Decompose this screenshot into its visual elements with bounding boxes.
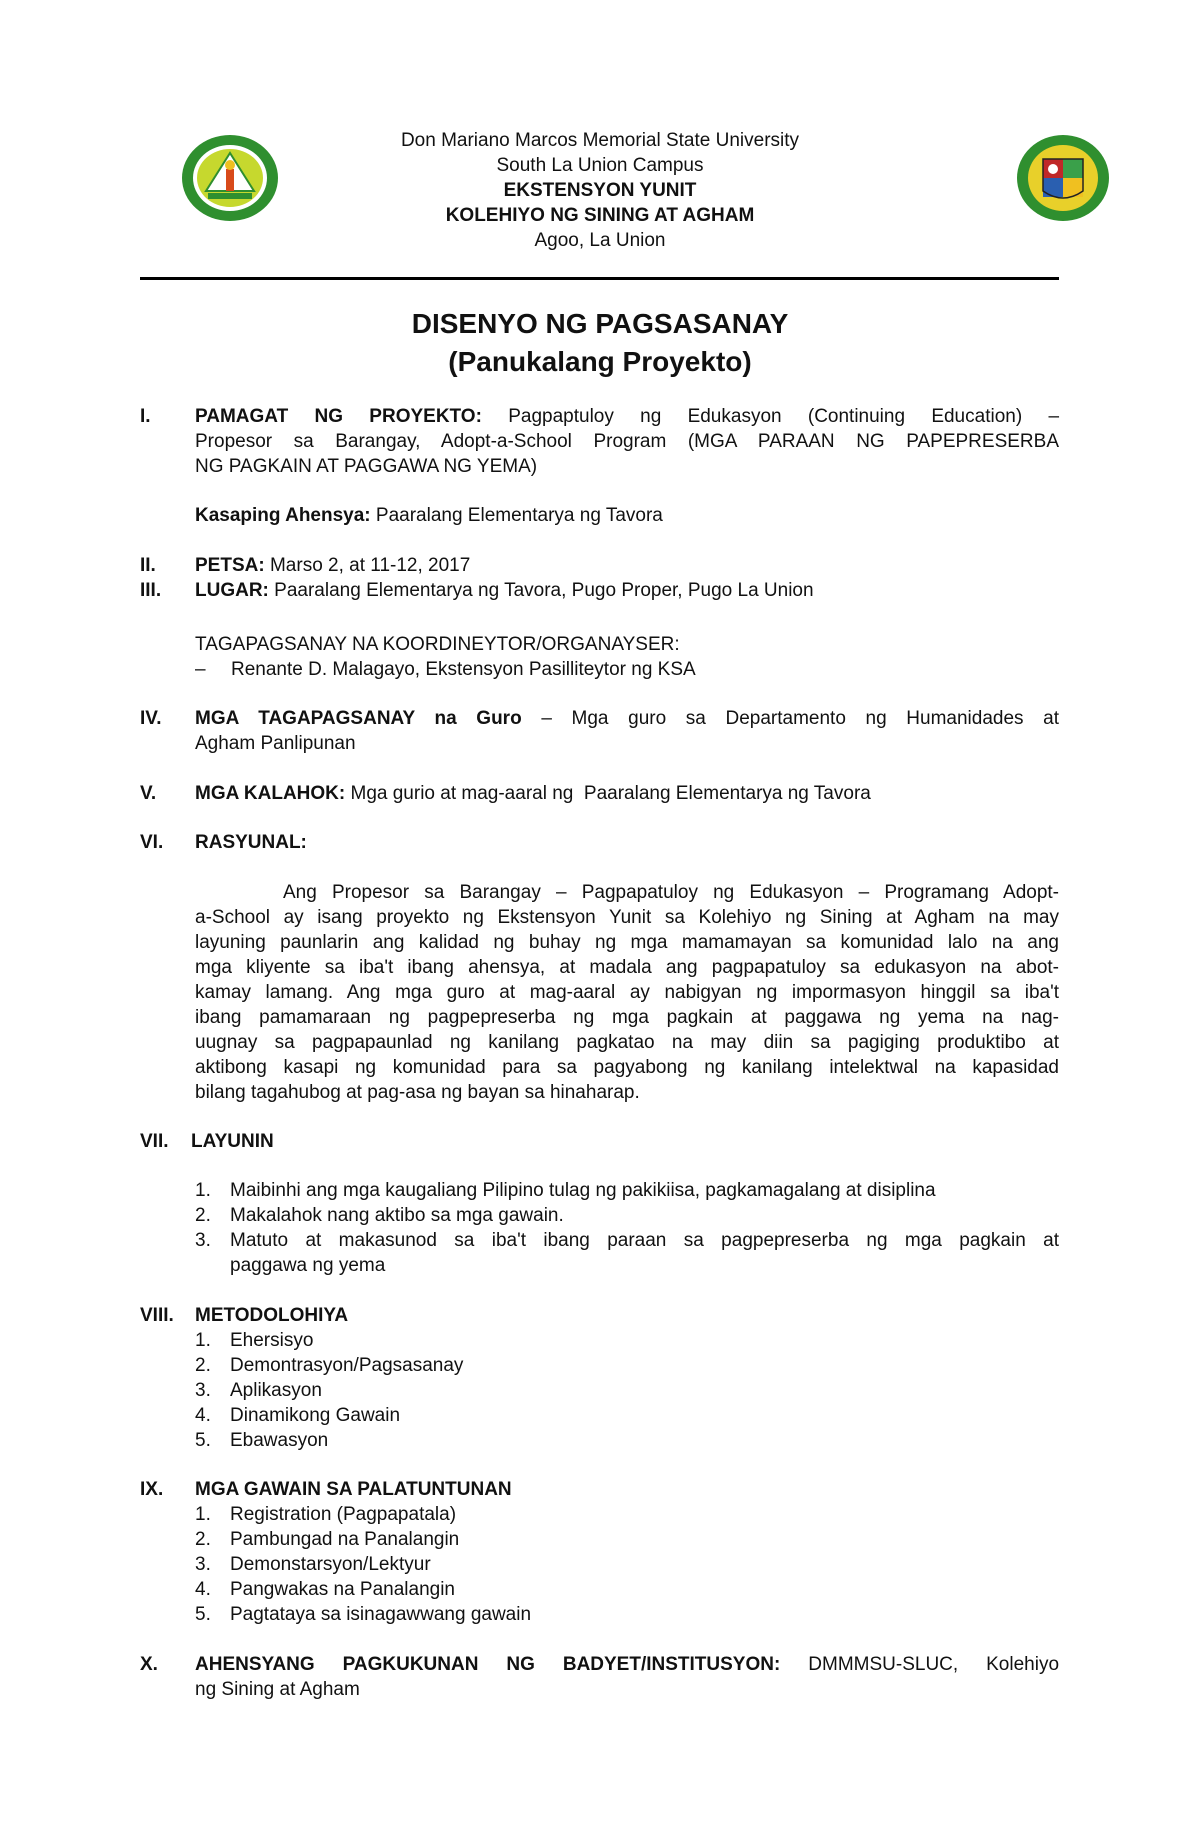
project-title-text: Pagpaptuloy ng Edukasyon (Continuing Education) – — [508, 406, 1060, 427]
list-item: Demonstarsyon/Lektyur — [230, 1554, 431, 1575]
methodology-label: METODOLOHIYA — [195, 1305, 349, 1326]
document-subtitle: (Panukalang Proyekto) — [448, 346, 752, 377]
participants-value: Mga gurio at mag-aaral ng Paaralang Elementarya ng Tavora — [350, 783, 871, 804]
list-item: Pangwakas na Panalangin — [230, 1579, 456, 1600]
list-item: Aplikasyon — [230, 1380, 322, 1401]
coordinator-line — [195, 657, 1059, 682]
section-number: VI. — [140, 832, 164, 853]
program-label: MGA GAWAIN SA PALATUNTUNAN — [195, 1479, 512, 1500]
list-number: 5. — [195, 1604, 211, 1625]
project-title-label: PAMAGAT NG PROYEKTO: — [195, 406, 482, 427]
list-item: Pambungad na Panalangin — [230, 1529, 460, 1550]
section-number: I. — [140, 406, 151, 427]
project-title-line: NG PAGKAIN AT PAGGAWA NG YEMA) — [195, 456, 538, 477]
list-number: 2. — [195, 1205, 211, 1226]
date-value: Marso 2, at 11-12, 2017 — [269, 555, 471, 576]
list-number: 3. — [195, 1554, 211, 1575]
rationale-line: uugnay sa pagpapaunlad ng kanilang pagkatao na may diin sa pagiging produktibo at — [195, 1032, 1059, 1053]
coordinator-value: Renante D. Malagayo, Ekstensyon Pasilliteytor ng KSA — [231, 659, 696, 680]
rationale-line: layuning paunlarin ang kalidad ng buhay ng mga mamamayan sa komunidad lalo na ang — [195, 932, 1059, 953]
budget-line — [195, 1652, 1059, 1677]
header-divider — [140, 277, 1059, 280]
project-title-line: Propesor sa Barangay, Adopt-a-School Program (MGA PARAAN NG PAPEPRESERBA — [195, 431, 1059, 452]
list-number: 5. — [195, 1430, 211, 1451]
place-line — [195, 578, 1059, 603]
section-number: V. — [140, 783, 157, 804]
list-number: 2. — [195, 1529, 211, 1550]
trainers-line — [195, 706, 1059, 731]
list-item: Ebawasyon — [230, 1430, 329, 1451]
list-item: Pagtataya sa isinagawwang gawain — [230, 1604, 532, 1625]
list-item: Maibinhi ang mga kaugaliang Pilipino tulag ng pakikiisa, pagkamagalang at disiplina — [230, 1180, 936, 1201]
budget-value: DMMMSU-SLUC, Kolehiyo — [808, 1654, 1060, 1675]
agency-line — [195, 503, 1059, 528]
list-item: Matuto at makasunod sa iba't ibang paraan sa pagpepreserba ng mga pagkain at — [230, 1230, 1059, 1251]
section-number: IV. — [140, 708, 162, 729]
participants-label: MGA KALAHOK: — [195, 783, 346, 804]
participants-line — [195, 781, 1059, 806]
list-item: Demontrasyon/Pagsasanay — [230, 1355, 464, 1376]
location: Agoo, La Union — [534, 230, 666, 251]
trainers-text: – Mga guro sa Departamento ng Humanidades at — [541, 708, 1059, 729]
list-number: 4. — [195, 1579, 211, 1600]
agency-label: Kasaping Ahensya: — [195, 505, 371, 526]
rationale-line: bilang tagahubog at pag-asa ng bayan sa hinaharap. — [195, 1082, 640, 1103]
objectives-label: LAYUNIN — [191, 1131, 274, 1152]
date-label: PETSA: — [195, 555, 265, 576]
university-name: Don Mariano Marcos Memorial State University — [400, 130, 800, 151]
coordinator-dash: – — [195, 659, 206, 680]
budget-line: ng Sining at Agham — [195, 1679, 360, 1700]
list-number: 1. — [195, 1330, 211, 1351]
section-number: IX. — [140, 1479, 164, 1500]
list-item: Makalahok nang aktibo sa mga gawain. — [230, 1205, 564, 1226]
project-title-line — [195, 404, 1059, 429]
section-number: VIII. — [140, 1305, 174, 1326]
coordinator-label: TAGAPAGSANAY NA KOORDINEYTOR/ORGANAYSER: — [195, 634, 680, 655]
list-number: 2. — [195, 1355, 211, 1376]
rationale-line: mga kliyente sa iba't ibang ahensya, at madala ang pagpapatuloy sa edukasyon na abot- — [195, 957, 1059, 978]
agency-value: Paaralang Elementarya ng Tavora — [375, 505, 663, 526]
section-number: II. — [140, 555, 156, 576]
budget-label: AHENSYANG PAGKUKUNAN NG BADYET/INSTITUSYON: — [195, 1654, 781, 1675]
place-label: LUGAR: — [195, 580, 269, 601]
list-number: 4. — [195, 1405, 211, 1426]
rationale-line: aktibong kasapi ng komunidad para sa pagyabong ng kanilang intelektwal na kapasidad — [195, 1057, 1059, 1078]
list-item-continuation: paggawa ng yema — [230, 1255, 386, 1276]
rationale-line: a-School ay isang proyekto ng Ekstensyon Yunit sa Kolehiyo ng Sining at Agham na may — [195, 907, 1059, 928]
document-title: DISENYO NG PAGSASANAY — [411, 308, 789, 339]
college-name: KOLEHIYO NG SINING AT AGHAM — [445, 205, 755, 226]
campus-name: South La Union Campus — [496, 155, 704, 176]
list-number: 3. — [195, 1380, 211, 1401]
trainers-label: MGA TAGAPAGSANAY na Guro — [195, 708, 522, 729]
list-item: Dinamikong Gawain — [230, 1405, 401, 1426]
list-item: Registration (Pagpapatala) — [230, 1504, 457, 1525]
section-number: III. — [140, 580, 162, 601]
place-value: Paaralang Elementarya ng Tavora, Pugo Proper, Pugo La Union — [274, 580, 814, 601]
rationale-line: kamay lamang. Ang mga guro at mag-aaral ay nabigyan ng impormasyon hinggil sa iba't — [195, 982, 1059, 1003]
list-number: 3. — [195, 1230, 211, 1251]
list-number: 1. — [195, 1504, 211, 1525]
list-item: Ehersisyo — [230, 1330, 314, 1351]
unit-name: EKSTENSYON YUNIT — [503, 180, 697, 201]
section-number: VII. — [140, 1131, 169, 1152]
rationale-line: Ang Propesor sa Barangay – Pagpapatuloy ng Edukasyon – Programang Adopt- — [283, 882, 1059, 903]
rationale-line: ibang pamamaraan ng pagpepreserba ng mga pagkain at paggawa ng yema na nag- — [195, 1007, 1059, 1028]
list-number: 1. — [195, 1180, 211, 1201]
trainers-line: Agham Panlipunan — [195, 733, 356, 754]
rationale-label: RASYUNAL: — [195, 832, 307, 853]
date-line — [195, 553, 1059, 578]
section-number: X. — [140, 1654, 158, 1675]
